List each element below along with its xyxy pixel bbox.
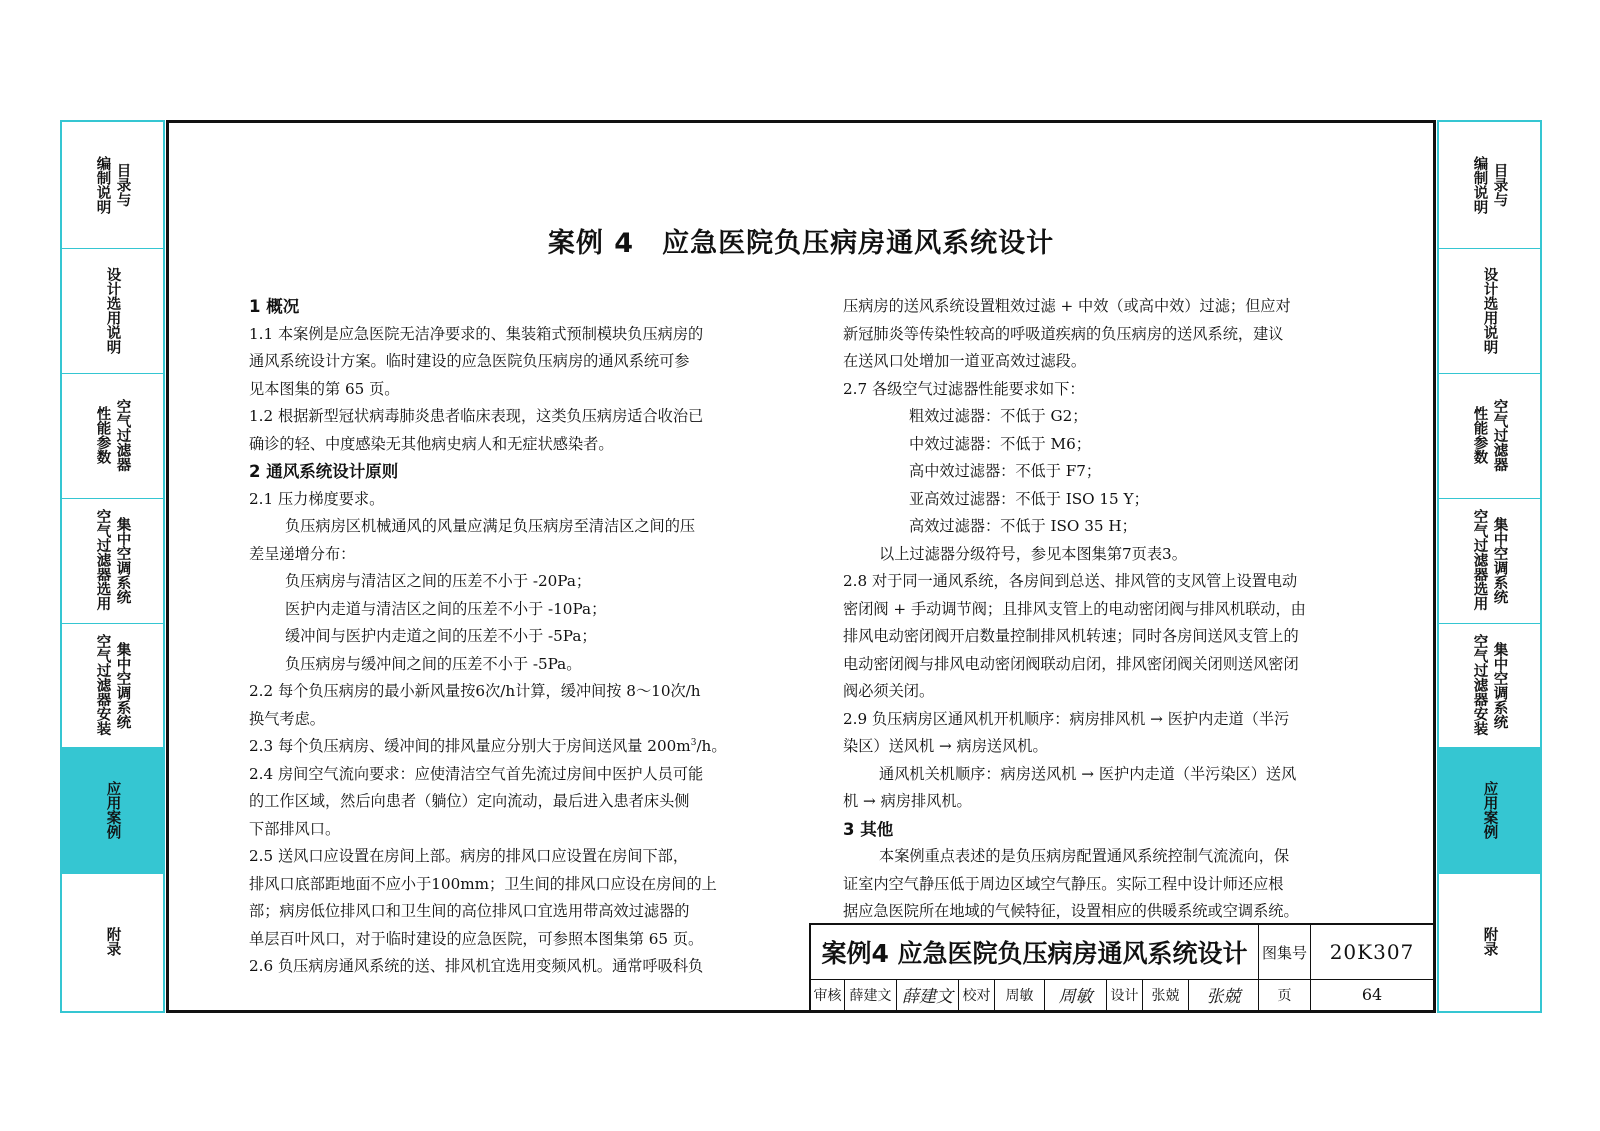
text-column-right [843, 293, 1359, 926]
paragraph-line: 排风电动密闭阀开启数量控制排风机转速；同时各房间送风支管上的 [843, 627, 1299, 645]
paragraph-line: 2.5 送风口应设置在房间上部。病房的排风口应设置在房间下部， [249, 847, 689, 865]
paragraph-line: 确诊的轻、中度感染无其他病史病人和无症状感染者。 [249, 434, 614, 453]
paragraph-line: 排风口底部距地面不应小于100mm；卫生间的排风口应设在房间的上 [249, 874, 717, 893]
tab-label: 空气过滤器选用 [1471, 509, 1488, 611]
tab-appendix[interactable] [62, 872, 163, 1011]
tab-label: 集中空调系统 [1491, 516, 1508, 604]
paragraph-line: 1.2 根据新型冠状病毒肺炎患者临床表现，这类负压病房适合收治已 [249, 407, 704, 425]
tab-label: 空气过滤器安装 [94, 634, 111, 736]
tab-label: 编制说明 [94, 156, 111, 214]
tab-label: 集中空调系统 [114, 516, 131, 604]
tab-label: 性能参数 [94, 406, 111, 464]
paragraph-line: 见本图集的第 65 页。 [249, 379, 400, 398]
paragraph-line: 换气考虑。 [249, 709, 325, 728]
paragraph-line: 染区）送风机 → 病房送风机。 [843, 737, 1048, 755]
paragraph-line: 2.6 负压病房通风系统的送、排风机宜选用变频风机。通常呼吸科负 [249, 957, 704, 975]
paragraph-line: 证室内空气静压低于周边区域空气静压。实际工程中设计师还应根 [843, 874, 1284, 893]
tab-filter-selection[interactable] [62, 497, 163, 624]
atlas-label: 图集号 [1259, 925, 1311, 979]
left-sidebar-tabs [60, 120, 165, 1013]
paragraph-line: 机 → 病房排风机。 [843, 792, 972, 810]
tab-contents[interactable] [1439, 122, 1540, 249]
list-item: 亚高效过滤器：不低于 ISO 15 Y； [909, 489, 1149, 508]
paragraph-line: 2.9 负压病房区通风机开机顺序：病房排风机 → 医护内走道（半污 [843, 709, 1290, 728]
reviewer-name: 薛建文 [845, 979, 897, 1010]
checker-signature: 周敏 [1045, 979, 1107, 1010]
paragraph-line: 负压病房区机械通风的风量应满足负压病房至清洁区之间的压 [285, 517, 696, 535]
tab-filter-performance[interactable] [1439, 372, 1540, 499]
tab-filter-installation[interactable] [62, 622, 163, 749]
tab-filter-selection[interactable] [1439, 497, 1540, 624]
page-number: 64 [1361, 985, 1383, 1004]
list-item: 缓冲间与医护内走道之间的压差不小于 -5Pa； [285, 627, 597, 645]
paragraph-line: 以上过滤器分级符号，参见本图集第7页表3。 [879, 544, 1187, 563]
tab-label: 集中空调系统 [114, 641, 131, 729]
exhaust-rule-text: 2.3 每个负压病房、缓冲间的排风量应分别大于房间送风量 200m [249, 737, 691, 755]
tab-label: 空气过滤器 [114, 398, 131, 472]
tab-label: 目录与 [1491, 163, 1508, 207]
paragraph-line: 在送风口处增加一道亚高效过滤段。 [843, 352, 1086, 370]
paragraph-line: 差呈递增分布： [249, 544, 356, 563]
review-label: 审核 [811, 979, 845, 1010]
paragraph-line: 新冠肺炎等传染性较高的呼吸道疾病的负压病房的送风系统，建议 [843, 324, 1284, 343]
paragraph-line: 电动密闭阀与排风电动密闭阀联动启闭，排风密闭阀关闭则送风密闭 [843, 654, 1299, 673]
tab-label: 集中空调系统 [1491, 641, 1508, 729]
paragraph-line: 压病房的送风系统设置粗效过滤 + 中效（或高中效）过滤；但应对 [843, 297, 1291, 315]
paragraph-line: 2.4 房间空气流向要求：应使清洁空气首先流过房间中医护人员可能 [249, 764, 704, 783]
paragraph-line: 2.7 各级空气过滤器性能要求如下： [843, 379, 1085, 398]
tab-label: 空气过滤器安装 [1471, 634, 1488, 736]
tab-application-cases[interactable] [1439, 747, 1540, 874]
atlas-number: 20K307 [1329, 940, 1415, 964]
list-item: 中效过滤器：不低于 M6； [909, 434, 1091, 453]
designer-name: 张兢 [1143, 979, 1189, 1010]
reviewer-signature: 薛建文 [897, 979, 959, 1010]
tab-label: 目录与 [114, 163, 131, 207]
tab-appendix[interactable] [1439, 872, 1540, 1011]
text-column-left [249, 293, 767, 981]
tab-design-selection[interactable] [62, 247, 163, 374]
paragraph-line: 本案例重点表述的是负压病房配置通风系统控制气流流向，保 [879, 847, 1290, 865]
right-sidebar-tabs [1437, 120, 1542, 1013]
designer-signature: 张兢 [1189, 979, 1259, 1010]
tab-filter-performance[interactable] [62, 372, 163, 499]
drawing-frame [166, 120, 1436, 1013]
paragraph-line: 2.8 对于同一通风系统，各房间到总送、排风管的支风管上设置电动 [843, 572, 1298, 590]
list-item: 负压病房与缓冲间之间的压差不小于 -5Pa。 [285, 654, 582, 673]
tab-label: 应用案例 [104, 781, 121, 839]
paragraph-line: 据应急医院所在地域的气候特征，设置相应的供暖系统或空调系统。 [843, 902, 1299, 920]
tab-label: 应用案例 [1481, 781, 1498, 839]
paragraph-line: 单层百叶风口，对于临时建设的应急医院，可参照本图集第 65 页。 [249, 929, 704, 948]
section-heading: 3 其他 [843, 819, 894, 839]
title-block-sign-row [811, 979, 1433, 1010]
tab-label: 设计选用说明 [1481, 266, 1498, 354]
tab-label: 空气过滤器 [1491, 398, 1508, 472]
paragraph-line: 通风系统设计方案。临时建设的应急医院负压病房的通风系统可参 [249, 352, 690, 370]
list-item: 负压病房与清洁区之间的压差不小于 -20Pa； [285, 572, 592, 590]
tab-design-selection[interactable] [1439, 247, 1540, 374]
tab-filter-installation[interactable] [1439, 622, 1540, 749]
tab-label: 编制说明 [1471, 156, 1488, 214]
superscript: 3 [690, 737, 697, 748]
paragraph-line: 2.2 每个负压病房的最小新风量按6次/h计算，缓冲间按 8～10次/h [249, 682, 701, 700]
design-label: 设计 [1107, 979, 1143, 1010]
paragraph-line: 阀必须关闭。 [843, 682, 935, 700]
title-block [809, 923, 1433, 1010]
section-heading: 1 概况 [249, 297, 300, 316]
list-item: 高效过滤器：不低于 ISO 35 H； [909, 517, 1137, 535]
paragraph-line: 2.1 压力梯度要求。 [249, 489, 385, 508]
paragraph-line: 通风机关机顺序：病房送风机 → 医护内走道（半污染区）送风 [879, 764, 1297, 783]
exhaust-rule-tail: /h。 [696, 737, 727, 755]
tab-label: 性能参数 [1471, 406, 1488, 464]
paragraph-line: 1.1 本案例是应急医院无洁净要求的、集装箱式预制模块负压病房的 [249, 324, 704, 343]
paragraph-line: 密闭阀 + 手动调节阀；且排风支管上的电动密闭阀与排风机联动，由 [843, 599, 1306, 618]
tab-label: 设计选用说明 [104, 266, 121, 354]
page-title: 案例 4 应急医院负压病房通风系统设计 [547, 228, 1055, 259]
tab-label: 空气过滤器选用 [94, 509, 111, 611]
list-item: 高中效过滤器：不低于 F7； [909, 462, 1102, 480]
check-label: 校对 [959, 979, 995, 1010]
drawing-name: 案例4 应急医院负压病房通风系统设计 [811, 925, 1259, 979]
list-item: 医护内走道与清洁区之间的压差不小于 -10Pa； [285, 599, 607, 618]
tab-label: 附录 [104, 927, 121, 956]
tab-application-cases[interactable] [62, 747, 163, 874]
paragraph-line [249, 733, 767, 761]
tab-label: 附录 [1481, 927, 1498, 956]
paragraph-line: 下部排风口。 [249, 819, 341, 838]
title-block-top-row [811, 925, 1433, 980]
list-item: 粗效过滤器：不低于 G2； [909, 407, 1088, 425]
paragraph-line: 的工作区域，然后向患者（躺位）定向流动，最后进入患者床头侧 [249, 792, 690, 810]
section-heading: 2 通风系统设计原则 [249, 462, 399, 481]
paragraph-line: 部；病房低位排风口和卫生间的高位排风口宜选用带高效过滤器的 [249, 902, 690, 920]
checker-name: 周敏 [995, 979, 1045, 1010]
page-label: 页 [1259, 979, 1311, 1010]
tab-contents[interactable] [62, 122, 163, 249]
